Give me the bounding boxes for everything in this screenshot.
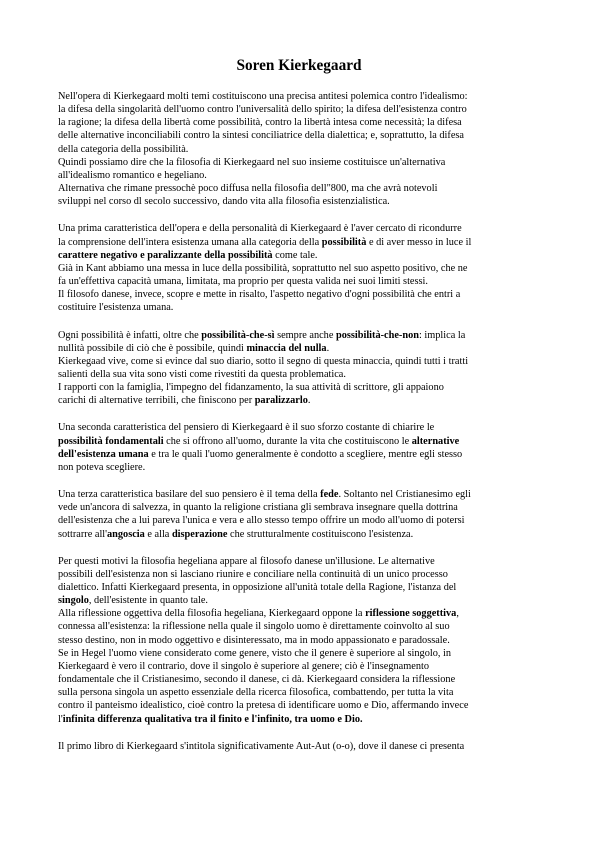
text-run: Una prima caratteristica dell'opera e della personalità di Kierkegaard è l'aver cercato di ricondurre	[58, 223, 462, 235]
bold-text: fede	[320, 489, 339, 501]
text-line	[58, 355, 540, 368]
text-run: che si offrono all'uomo, durante la vita che costituiscono le	[163, 435, 412, 447]
text-run: che strutturalmente costituiscono l'esistenza.	[227, 528, 414, 540]
text-line	[58, 116, 540, 129]
text-run: della categoria della possibilità.	[58, 143, 189, 155]
text-run: l'	[58, 713, 63, 725]
text-line	[58, 620, 540, 633]
text-run: fondamentale che il Cristianesimo, secondo il danese, ci dà. Kierkegaard considera la riflessione	[58, 674, 456, 686]
text-line	[58, 329, 540, 342]
text-run: sempre anche	[274, 329, 336, 341]
text-run: vede un'ancora di salvezza, in quanto la religione cristiana gli sembrava insegnare quella dottrina	[58, 502, 458, 514]
text-line	[58, 421, 540, 434]
text-run: Il primo libro di Kierkegaard s'intitola significativamente Aut-Aut (o-o), dove il danese ci presenta	[58, 740, 465, 752]
text-line	[58, 528, 540, 541]
bold-text: minaccia del nulla	[246, 342, 327, 354]
text-line	[58, 301, 540, 314]
text-line	[58, 381, 540, 394]
text-line	[58, 740, 540, 753]
text-line	[58, 262, 540, 275]
text-run: Se in Hegel l'uomo viene considerato come genere, visto che il genere è superiore al singolo, in	[58, 647, 452, 659]
bold-text: infinita differenza qualitativa tra il finito e l'infinito, tra uomo e Dio.	[62, 713, 363, 725]
bold-text: carattere negativo e paralizzante della possibilità	[58, 249, 273, 261]
text-line	[58, 182, 540, 195]
paragraph	[58, 421, 540, 474]
text-line	[58, 249, 540, 262]
bold-text: dell'esistenza umana	[58, 448, 149, 460]
text-run: sottrarre all'	[58, 528, 108, 540]
text-line	[58, 156, 540, 169]
text-line	[58, 342, 540, 355]
text-run: non poteva scegliere.	[58, 461, 146, 473]
text-run: all'idealismo romantico e hegeliano.	[58, 169, 207, 181]
text-run: fa un'effettiva capacità umana, limitata, ma proprio per questa valida nei suoi limiti stessi.	[58, 276, 428, 288]
paragraph	[58, 555, 540, 726]
text-line	[58, 699, 540, 712]
document-body	[58, 90, 540, 753]
text-line	[58, 275, 540, 288]
text-line	[58, 195, 540, 208]
text-run: salienti della sua vita sono visti come rivestiti da questa problematica.	[58, 368, 346, 380]
text-line	[58, 222, 540, 235]
text-line	[58, 607, 540, 620]
text-run: e di aver messo in luce il	[366, 236, 472, 248]
text-line	[58, 555, 540, 568]
text-line	[58, 488, 540, 501]
text-run: sulla persona singola un aspetto essenziale della ricerca filosofica, combattendo, per tutta la vita	[58, 687, 454, 699]
text-line	[58, 435, 540, 448]
text-line	[58, 673, 540, 686]
bold-text: possibilità	[321, 236, 367, 248]
text-line	[58, 461, 540, 474]
text-line	[58, 686, 540, 699]
text-run: Kierkegaad vive, come si evince dal suo diario, sotto il segno di questa minaccia, quindi tutti i tratti	[58, 355, 469, 367]
text-run: Il filosofo danese, invece, scopre e mette in risalto, l'aspetto negativo d'ogni possibilità che entri a	[58, 289, 461, 301]
text-run: delle alternative inconciliabili contro la sintesi conciliatrice della dialettica; e, soprattutto, la difesa	[58, 130, 464, 142]
text-run: costituire l'esistenza umana.	[58, 302, 174, 314]
text-line	[58, 448, 540, 461]
paragraph	[58, 222, 540, 314]
bold-text: paralizzarlo	[254, 395, 308, 407]
text-run: nullità possibile di ciò che è possibile, quindi	[58, 342, 247, 354]
text-run: dell'esistenza che a lui pareva l'unica e vera e allo stesso tempo offrire un modo all'uomo di potersi	[58, 515, 465, 527]
text-line	[58, 713, 540, 726]
paragraph	[58, 329, 540, 408]
text-run: Kierkegaard è vero il contrario, dove il singolo è superiore al genere; ciò è l'insegnamento	[58, 660, 429, 672]
text-run: come tale.	[272, 249, 318, 261]
text-line	[58, 143, 540, 156]
text-run: e tra le quali l'uomo generalmente è condotto a scegliere, mentre egli stesso	[148, 448, 463, 460]
bold-text: singolo	[58, 595, 89, 607]
text-line	[58, 568, 540, 581]
paragraph	[58, 90, 540, 208]
text-run: : implica la	[418, 329, 466, 341]
text-line	[58, 501, 540, 514]
text-run: la ragione; la difesa della libertà come possibilità, contro la libertà intesa come necessità; la difesa	[58, 117, 462, 129]
document-page	[58, 56, 540, 767]
text-run: connessa all'esistenza: la riflessione nella quale il singolo uomo è direttamente coinvolto al suo	[58, 621, 450, 633]
text-line	[58, 288, 540, 301]
text-run: sviluppi nel corso dl secolo successivo, dando vita alla filosofia esistenzialistica.	[58, 196, 390, 208]
text-line	[58, 129, 540, 142]
text-run: la difesa della singolarità dell'uomo contro l'universalità dello spirito; la difesa dell'esistenza contro	[58, 104, 467, 116]
text-run: .	[307, 395, 311, 407]
bold-text: possibilità-che-non	[335, 329, 419, 341]
text-run: stesso destino, non in modo oggettivo e disinteressato, ma in modo appassionato e paradossale.	[58, 634, 450, 646]
text-line	[58, 660, 540, 673]
paragraph	[58, 488, 540, 541]
text-line	[58, 90, 540, 103]
bold-text: possibilità fondamentali	[58, 435, 164, 447]
text-run: Una seconda caratteristica del pensiero di Kierkegaard è il suo sforzo costante di chiarire le	[58, 422, 435, 434]
text-line	[58, 368, 540, 381]
text-run: la comprensione dell'intera esistenza umana alla categoria della	[58, 236, 322, 248]
text-line	[58, 581, 540, 594]
text-run: Alla riflessione oggettiva della filosofia hegeliana, Kierkegaard oppone la	[58, 608, 366, 620]
text-run: .	[326, 342, 330, 354]
text-line	[58, 514, 540, 527]
bold-text: possibilità-che-sì	[201, 329, 275, 341]
text-line	[58, 594, 540, 607]
bold-text: angoscia	[107, 528, 145, 540]
text-run: Una terza caratteristica basilare del suo pensiero è il tema della	[58, 489, 321, 501]
text-line	[58, 169, 540, 182]
text-run: possibili dell'esistenza non si lasciano riunire e conciliare nella continuità di un unico processo	[58, 568, 448, 580]
text-run: e alla	[144, 528, 172, 540]
text-line	[58, 647, 540, 660]
bold-text: alternative	[411, 435, 460, 447]
text-run: . Soltanto nel Cristianesimo egli	[338, 489, 471, 501]
text-run: ,	[456, 608, 459, 620]
bold-text: disperazione	[171, 528, 228, 540]
paragraph	[58, 740, 540, 753]
text-run: carichi di alternative terribili, che finiscono per	[58, 395, 255, 407]
text-run: Nell'opera di Kierkegaard molti temi costituiscono una precisa antitesi polemica contro l'idealismo:	[58, 91, 468, 102]
text-run: dialettico. Infatti Kierkegaard presenta, in opposizione all'unità totale della Ragione, l'istanza del	[58, 582, 457, 593]
text-line	[58, 236, 540, 249]
text-run: Alternativa che rimane pressochè poco diffusa nella filosofia dell"800, ma che avrà notevoli	[58, 183, 438, 195]
text-run: contro il panteismo idealistico, cioè contro la pretesa di identificare uomo e Dio, affermando invece	[58, 700, 469, 712]
text-run: Per questi motivi la filosofia hegeliana appare al filosofo danese un'illusione. Le alternative	[58, 555, 435, 567]
text-line	[58, 103, 540, 116]
text-line	[58, 634, 540, 647]
text-run: Quindi possiamo dire che la filosofia di Kierkegaard nel suo insieme costituisce un'alternativa	[58, 156, 446, 168]
text-run: , dell'esistente in quanto tale.	[88, 595, 208, 607]
bold-text: riflessione soggettiva	[365, 608, 457, 620]
page-title: Soren Kierkegaard	[236, 57, 362, 74]
text-run: Già in Kant abbiamo una messa in luce della possibilità, soprattutto nel suo aspetto positivo, che ne	[58, 262, 468, 274]
text-run: I rapporti con la famiglia, l'impegno del fidanzamento, la sua attività di scrittore, gli appaiono	[58, 382, 444, 394]
text-line	[58, 394, 540, 407]
text-run: Ogni possibilità è infatti, oltre che	[58, 329, 202, 341]
